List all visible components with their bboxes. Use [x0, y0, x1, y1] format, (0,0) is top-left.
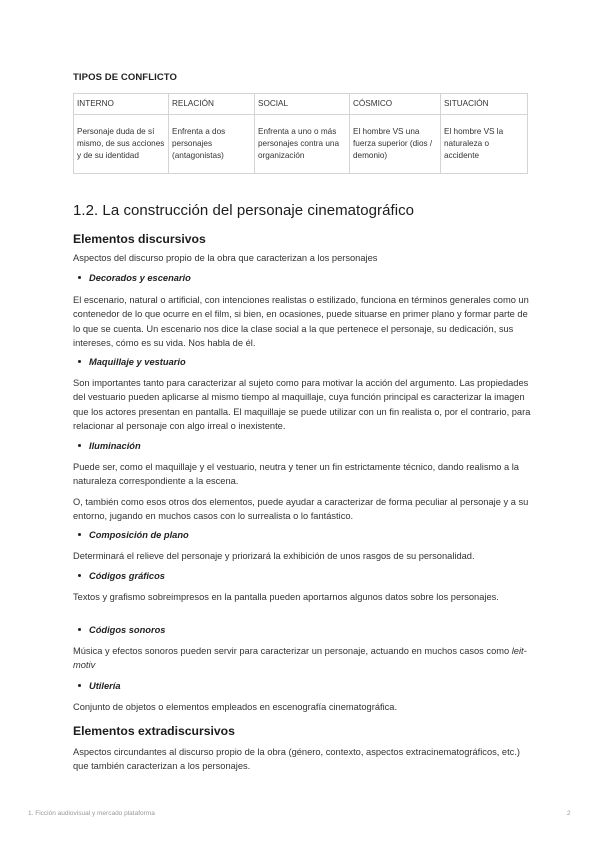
table-header-cell: SOCIAL: [255, 94, 350, 115]
bullet-composicion: [78, 530, 189, 540]
paragraph-intro: Aspectos del discurso propio de la obra que caracterizan a los personajes: [73, 253, 378, 263]
table-row: [74, 115, 528, 174]
bullet-icon: [78, 276, 81, 279]
bullet-icon: [78, 628, 81, 631]
table-cell: Personaje duda de sí mismo, de sus acciones y de su identidad: [74, 115, 169, 174]
paragraph-graficos: Textos y grafismo sobreimpresos en la pantalla pueden aportarnos algunos datos sobre los personajes.: [73, 592, 499, 602]
bullet-label: Códigos sonoros: [89, 625, 166, 635]
bullet-label: Iluminación: [89, 441, 141, 451]
table-header-cell: RELACIÓN: [169, 94, 255, 115]
table-header-row: [74, 94, 528, 115]
table-cell: El hombre VS una fuerza superior (dios / demonio): [350, 115, 441, 174]
bullet-sonoros: [78, 625, 165, 635]
paragraph-iluminacion-1: Puede ser, como el maquillaje y el vestuario, neutra y tener un fin estrictamente técnico, dando realismo a la naturaleza correspondiente a la escena.: [73, 462, 519, 487]
bullet-icon: [78, 684, 81, 687]
paragraph-composicion: Determinará el relieve del personaje y priorizará la exhibición de unos rasgos de su personalidad.: [73, 551, 475, 561]
footer-text: 1. Ficción audiovisual y mercado plataforma: [28, 810, 155, 817]
bullet-label: Maquillaje y vestuario: [89, 357, 186, 367]
bullet-icon: [78, 533, 81, 536]
bullet-label: Utilería: [89, 681, 121, 691]
page-number: 2: [567, 810, 571, 817]
paragraph-iluminacion-2: O, también como esos otros dos elementos, puede ayudar a caracterizar de forma peculiar al personaje y a su entorno, jugando en muchos casos con lo surrealista o lo fantástico.: [73, 497, 529, 522]
table-cell: Enfrenta a uno o más personajes contra una organización: [255, 115, 350, 174]
bullet-label: Composición de plano: [89, 530, 189, 540]
section-title: 1.2. La construcción del personaje cinematográfico: [73, 202, 415, 219]
bullet-icon: [78, 360, 81, 363]
paragraph-decorados: El escenario, natural o artificial, con intenciones realistas o estilizado, funciona en términos generales como un contenedor de lo que ocurre en el film, si bien, en ocasiones, puede situarse en primer plano y formar parte de lo que se cuenta. Un escenario nos dice la clase social a la que pertenece el personaje, su dedicación, sus intereses, cómo es su vida. Nos habla de él.: [73, 295, 529, 349]
bullet-icon: [78, 574, 81, 577]
table-header-cell: SITUACIÓN: [441, 94, 528, 115]
bullet-decorados: [78, 273, 191, 283]
paragraph-utileria: Conjunto de objetos o elementos empleados en escenografía cinematográfica.: [73, 702, 398, 712]
bullet-label: Códigos gráficos: [89, 571, 165, 581]
bullet-iluminacion: [78, 441, 141, 451]
bullet-icon: [78, 444, 81, 447]
table-cell: El hombre VS la naturaleza o accidente: [441, 115, 528, 174]
conflict-table-title: TIPOS DE CONFLICTO: [73, 72, 178, 83]
conflict-table: [73, 93, 528, 174]
paragraph-sonoros-text: Música y efectos sonoros pueden servir para caracterizar un personaje, actuando en muchos casos como: [73, 646, 512, 656]
heading-discursivos: Elementos discursivos: [73, 232, 206, 246]
bullet-graficos: [78, 571, 165, 581]
bullet-maquillaje: [78, 357, 186, 367]
table-header-cell: INTERNO: [74, 94, 169, 115]
heading-extradiscursivos: Elementos extradiscursivos: [73, 724, 235, 738]
table-header-cell: CÓSMICO: [350, 94, 441, 115]
table-cell: Enfrenta a dos personajes (antagonistas): [169, 115, 255, 174]
leit-motiv-term: leit-motiv: [73, 646, 527, 671]
bullet-label: Decorados y escenario: [89, 273, 191, 283]
bullet-utileria: [78, 681, 121, 691]
paragraph-extradiscursivos: Aspectos circundantes al discurso propio de la obra (género, contexto, aspectos extracinematográficos, etc.) que también caracterizan a los personajes.: [73, 747, 521, 772]
paragraph-maquillaje: Son importantes tanto para caracterizar al sujeto como para motivar la acción del argumento. Las propiedades del vestuario pueden aplicarse al mismo tiempo al maquillaje, cuya función principal es caracterizar la imagen que los actores presentan en pantalla. El maquillaje se puede utilizar con un fin realista o, por el contrario, para relacionar al personaje con algo irreal o inexistente.: [73, 378, 531, 432]
paragraph-sonoros: [73, 644, 531, 673]
